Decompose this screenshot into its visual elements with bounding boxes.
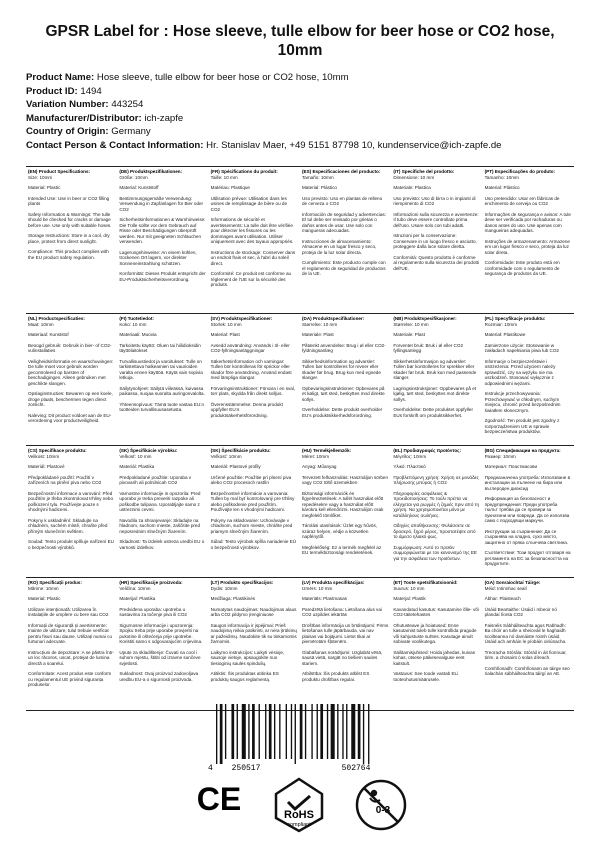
spec-paragraph: Sigurnosne informacije i upozorenja: Spojku treba prije uporabe provjeriti na pukotine ili oštećenja prije upotrebe. Koristiti samo s odgovarajućim crijevima. (119, 622, 203, 644)
barcode-bar (269, 704, 272, 759)
spec-band (26, 166, 574, 313)
barcode-bar (363, 704, 364, 764)
rohs-compliant-icon (270, 776, 328, 834)
spec-heading: (ET) Toote spetsifikatsioonid: (393, 580, 458, 585)
spec-column (391, 167, 482, 313)
product-name-row (26, 71, 574, 85)
spec-paragraph: Conformité: Ce produit est conforme au règlement de l'UE sur la sécurité des produits. (210, 271, 292, 287)
spec-paragraph: Varnostne informacije in opozorila: Pred uporabo je treba preveriti razpoke ali poškodbe tulipana. Uporabljajte samo z ustreznimi cevmi. (119, 490, 201, 512)
spec-paragraph: Atitiktis: Šis produktas atitinka ES produktų saugos reglamentą. (210, 671, 279, 682)
spec-heading: (ES) Especificaciones del producto: (301, 169, 381, 174)
spec-paragraph: Συμμόρφωση: Αυτό το προϊόν συμμορφώνεται με τον κανονισμό της ΕΕ για την ασφάλεια των προϊόντων. (393, 544, 477, 561)
spec-paragraph: Sikkerhedsinformation og advarsler: Tullen bør kontrolleres for revner eller skader før brug. Brug kun med egnede slanger. (301, 358, 381, 380)
contact-row (26, 139, 574, 153)
spec-paragraph: Mărime: 10mm (28, 585, 59, 591)
manufacturer-label: Manufacturer/Distributor: (26, 112, 142, 124)
spec-paragraph: Conformidade: Este produto está em conformidade com o regulamento de segurança de produtos da UE. (484, 260, 560, 276)
spec-paragraph: Materiaal: Kunststof (28, 332, 69, 337)
manufacturer-value: ich-zapfe (144, 112, 184, 124)
barcode-bar (346, 704, 347, 759)
spec-heading: (LV) Produkta specifikācijas: (301, 580, 365, 585)
spec-paragraph: Bezpečnostní informace a varování: Před použitím je třeba zkontrolovat trhliny nebo poškození tylu. Používejte pouze s vhodnými hadicemi. (28, 490, 114, 512)
spec-heading: (HR) Specifikacije proizvoda: (119, 580, 183, 585)
spec-column (209, 314, 300, 445)
spec-paragraph: Vastavus: See toode vastab ELi tooteohutusmäärusele. (393, 671, 459, 682)
spec-paragraph: Zamierzone użycie: Stosowanie w zakładach napełniania piwa lub CO2 (484, 342, 559, 353)
spec-paragraph: Turvallisuustiedot ja varoitukset: Tulle on tarkistettava halkeamien tai vaurioiden varalta ennen käyttöä. Käytä vain sopivia letkuja. (119, 358, 203, 380)
country-of-origin-label: Country of Origin: (26, 126, 109, 137)
spec-heading: (NL) Productspecificaties: (28, 316, 85, 321)
spec-paragraph: Súlad: Tento výrobok spĺňa nariadenie EÚ o bezpečnosti výrobkov. (210, 539, 297, 550)
spec-paragraph: Intended Use: Use in beer or CO2 filling plants (28, 195, 110, 206)
barcode-bar (242, 704, 246, 759)
spec-paragraph: Materiāls: Plastmasas (301, 596, 347, 601)
country-of-origin-row (26, 125, 574, 139)
spec-paragraph: Storlek: 10 mm (210, 321, 242, 327)
spec-paragraph: Storage Instructions: Store in a cool, dry place, protect from direct sunlight. (28, 233, 110, 244)
spec-paragraph: Veľkosť: 10mm (210, 453, 242, 459)
spec-paragraph: Compliance: This product complies with the EU product safety regulation. (28, 249, 109, 260)
spec-paragraph: Opslaginstructies: Bewaren op een koele, droge plaats, beschermen tegen direct zonlicht. (28, 391, 113, 407)
spec-paragraph: Konformität: Dieses Produkt entspricht der EU-Produktsicherheitsverordnung. (119, 271, 206, 282)
spec-heading: (EL) Προδιαγραφές προϊόντος: (393, 448, 462, 453)
spec-paragraph: Bestimmungsgemäße Verwendung: Verwendung in Zapfanlagen für Bier oder CO2 (119, 195, 204, 212)
spec-paragraph: Förvaringsinstruktioner: Förvara i en sval, torr plats, skydda från direkt solljus. (210, 385, 296, 396)
spec-heading: (LT) Produkto specifikacijos: (210, 580, 274, 585)
spec-paragraph: Laikymo instrukcijos: Laikyti vėsioje, sausoje vietoje, apsaugokite nuo tiesioginių saulės spindulių. (210, 649, 285, 666)
spec-paragraph: Zgodność: Ten produkt jest zgodny z rozporządzeniem UE w sprawie bezpieczeństwa produktów. (484, 418, 560, 434)
spec-paragraph: Paredzētā lietošana: Lietošana alus vai CO2 uzpildes iekārtās (301, 606, 382, 617)
spec-paragraph: Información de seguridad y advertencias: El tul debe ser revisado por grietas o daños antes de usar. Use solo con mangueras adecuadas. (301, 211, 386, 233)
barcode-digit-prefix: 4 (208, 764, 213, 772)
spec-column (391, 314, 482, 445)
barcode-bar (220, 704, 223, 764)
spec-paragraph: Instructions de stockage: Conserver dans un endroit frais et sec, à l'abri du soleil direct. (210, 249, 296, 266)
spec-paragraph: Πληροφορίες ασφάλειας & προειδοποιήσεις: Το τούλι πρέπει να ελέγχεται για ρωγμές ή ζημιές πριν από τη χρήση. Να χρησιμοποιείται μόνο με κατάλληλους σωλήνες. (393, 490, 480, 518)
barcode-bar (300, 704, 303, 759)
certification-logos (0, 776, 600, 836)
spec-column (26, 578, 117, 710)
barcode-bar (368, 704, 369, 764)
spec-paragraph: Určené použitie: Použitie pri plnení piva alebo CO2 procesoch rastlín (210, 474, 292, 485)
spec-paragraph: Saugos informacija ir įspėjimai: Prieš naudojimą reikia patikrinti, ar nėra įtrūkimų ar pažeidimų. Naudokite tik su tinkamomis žarnomis. (210, 622, 297, 644)
spec-paragraph: Material: Plastic (28, 596, 61, 601)
spec-paragraph: Conformità: Questo prodotto è conforme al regolamento sulla sicurezza dei prodotti dell'UE. (393, 254, 480, 271)
spec-paragraph: Biztonsági információk és figyelmeztetések: A tullét használat előtt repedésekre vagy a használat előtt károkra kell ellenőrizni. Használjon csak megfelelő tömlőket. (301, 490, 384, 518)
spec-paragraph: Size: 10mm (28, 174, 53, 180)
spec-paragraph: Megfelelőség: Ez a termék megfelel az EU termékbiztonsági rendeletének. (301, 544, 382, 555)
spec-paragraph: Suurus: 10 mm (393, 585, 425, 591)
ce-mark-icon (196, 776, 242, 820)
spec-column (483, 167, 574, 313)
age-warning-icon (352, 776, 410, 834)
barcode-bar (248, 704, 249, 759)
page-title: GPSR Label for : Hose sleeve, tulle elbow for beer hose or CO2 hose, 10mm (45, 23, 555, 59)
spec-heading: (NB) Produktspesifikasjoner: (393, 316, 457, 321)
spec-paragraph: Tamaño: 10mm (301, 174, 334, 180)
spec-paragraph: Informazioni sulla sicurezza e avvertenze: Il tubo deve essere controllato prima dell'uso. Usare solo con tubi adatti. (393, 211, 479, 228)
barcode-digits-left: 250517 (231, 764, 261, 772)
spec-paragraph: Προβλεπόμενη χρήση: Χρήση σε μονάδες πλήρωσης μπύρας ή CO2 (393, 474, 479, 485)
spec-paragraph: Medžiaga: Plastikinės (210, 596, 256, 601)
barcode-bar (337, 704, 338, 759)
spec-column (300, 446, 391, 577)
spec-heading: (HU) Termékjellemzők: (301, 448, 352, 453)
spec-paragraph: Materiál: Plastika (119, 464, 155, 469)
product-id-value: 1494 (80, 85, 102, 97)
spec-paragraph: Μέγεθος: 10mm (393, 453, 427, 459)
spec-paragraph: Informacje o bezpieczeństwie i ostrzeżenia: Przed użyciem należy sprawdzić, czy na wężyku nie ma uszkodzeń. Stosować wyłącznie z odpowiednimi wężami. (484, 358, 556, 386)
spec-paragraph: Bezpečnostné informácie a varovania: Tullen by mal byť kontrolovaný pre trhliny alebo poškodenie pred použitím. Používajte len s vhodnými hadicami. (210, 490, 295, 512)
spec-paragraph: Ohutusteave ja hoiatused: Enne kasutamist tuleb tulle kontrollida pragude või kahjustuste suhtes. Kasutage ainult sobivate voolikutega. (393, 622, 477, 644)
barcode-bar (351, 704, 355, 759)
spec-heading: (FI) Tuotetiedot: (119, 316, 154, 321)
spec-paragraph: Cumplimiento: Este producto cumple con el reglamento de seguridad de productos de la UE. (301, 260, 386, 276)
spec-paragraph: Instruções de armazenamento: Armazene em um lugar fresco e seco, proteja da luz solar direta. (484, 238, 570, 255)
manufacturer-row (26, 112, 574, 126)
spec-column (26, 446, 117, 577)
spec-paragraph: Säkerhetsinformation och varningar: Tullen bör kontrolleras för sprickor eller skador före användning. Använd endast med lämpliga slangar. (210, 358, 292, 380)
spec-paragraph: Predviđena uporaba: upotreba u sustavima za točenje piva ili CO2 (119, 606, 187, 617)
spec-paragraph: Tervezett felhasználás: Használjon sörben vagy CO2 töltő üzemekben (301, 474, 389, 485)
spec-column (483, 446, 574, 577)
spec-paragraph: Istruzioni per la conservazione: Conservare in un luogo fresco e asciutto, proteggere dalla luce solare diretta. (393, 233, 477, 249)
spec-column (300, 578, 391, 710)
spec-column (26, 314, 117, 445)
spec-paragraph: Material: Plastic (28, 185, 61, 190)
spec-heading: (FR) Spécifications du produit: (210, 169, 278, 174)
spec-paragraph: Skladnost: Ta izdelek ustreza uredbi EU o varnosti izdelkov. (119, 539, 205, 550)
barcode-bar (286, 704, 287, 759)
spec-paragraph: Taille: 10 mm (210, 174, 238, 180)
contact-value: Hr. Stanislav Maer, +49 5151 87798 10, kundenservice@ich-zapfe.de (206, 139, 502, 151)
spec-paragraph: Dimensione: 10 mm (393, 174, 435, 180)
barcode-bar (231, 704, 234, 759)
spec-paragraph: Materiał: Plastikowe (484, 332, 526, 337)
spec-paragraph: Forventet bruk: Bruk i øl eller CO2 fyllingsanlegg (393, 342, 464, 353)
spec-paragraph: Överensstämmelse: Denna produkt uppfyller EU:s produktsäkerhetsförordning. (210, 401, 283, 418)
spec-heading: (DE) Produktspezifikationen: (119, 169, 183, 174)
spec-paragraph: Comhlíonadh: Comhlíonann an táirge seo rialachán sábháilteachta táirgí an AE. (484, 665, 570, 676)
variation-number-label: Variation Number: (26, 99, 109, 110)
barcode-bar (274, 704, 275, 759)
barcode-bar (295, 704, 296, 764)
spec-heading: (SK) Špecifikácie výrobku: (119, 448, 178, 453)
spec-paragraph: Tamanho: 10mm (484, 174, 519, 180)
spec-paragraph: Upute za skladištenje: Čuvati na cool i suhom mjestu, štititi od izravne sunčeve svjetlosti. (119, 649, 201, 666)
spec-column (209, 446, 300, 577)
barcode-bar (216, 704, 217, 764)
specifications-grid (26, 166, 574, 711)
barcode-bar (279, 704, 280, 759)
spec-heading: (SV) Produktspecifikationer: (210, 316, 273, 321)
spec-heading: (PT) Especificações do produto: (484, 169, 556, 174)
spec-heading: (GA) Sonraíochtaí Táirge: (484, 580, 541, 585)
spec-paragraph: Materiaali: Muovia (119, 332, 157, 337)
barcode-bar (291, 704, 292, 759)
spec-paragraph: Materijal: Plastika (119, 596, 156, 601)
spec-paragraph: Overholdelse: Dette produktet oppfyller EUs forskrift om produktsikkerhet. (393, 407, 473, 418)
spec-paragraph: Beoogd gebruik: Gebruik in bier- of CO2-vulinstallaties (28, 342, 112, 353)
spec-paragraph: Navodila za shranjevanje: Skladujte na hladnom, suchom mieste, zaščitite pred neposrednim slnečným žiarením. (119, 517, 201, 534)
barcode-bars (216, 704, 369, 764)
spec-heading: (IT) Specifiche del prodotto: (393, 169, 455, 174)
spec-paragraph: Opbevaringsinstruktioner: Opbevares på et køligt, tørt sted, beskyttes mod direkte sollys. (301, 385, 385, 402)
spec-paragraph: Veiligheidsinformatie en waarschuwingen: De tulle moet voor gebruik worden gecontroleerd op barsten of beschadigingen. Alleen gebruiken met geschikte slangen. (28, 358, 114, 386)
barcode-bar (327, 704, 328, 759)
barcode (206, 700, 406, 772)
spec-paragraph: Påtænkt anvendelse: Brug i øl eller CO2-fyldningsanlæg (301, 342, 386, 353)
spec-column (26, 167, 117, 313)
spec-paragraph: Méid: Intinnhac sealí (484, 585, 527, 591)
spec-paragraph: Informações de segurança e avisos: A tule deve ser verificada por rachaduras ou danos antes do uso. Use apenas com mangueiras adequadas. (484, 211, 571, 233)
spec-paragraph: Méret: 10mm (301, 453, 330, 459)
spec-band (26, 577, 574, 711)
spec-paragraph: Předpokládané použití: Použití v zařízeních na plnění piva nebo CO2 (28, 474, 102, 485)
spec-paragraph: Treoracha Stórála: Stóráil in áit fionnuar, tirim, a chosaint ó solas díreach. (484, 649, 567, 660)
spec-paragraph: Sikkerhetsinformasjon og advarsler: Tullen bør kontrolleres for sprekker eller skader før bruk. Bruk kun med passende slanger. (393, 358, 477, 380)
spec-column (483, 314, 574, 445)
spec-paragraph: Naleving: Dit product voldoet aan de EU-verordening voor productveiligheid. (28, 412, 112, 423)
spec-paragraph: Veľkosť: 10 mm (119, 453, 152, 459)
spec-band (26, 445, 574, 577)
spec-paragraph: Material: Plast (210, 332, 240, 337)
barcode-digits-right: 502764 (341, 764, 371, 772)
spec-paragraph: Instrucciones de almacenamiento: Almacene en un lugar fresco y seco, proteja de la luz solar directa. (301, 238, 377, 255)
spec-band (26, 313, 574, 445)
spec-paragraph: Kavandatud kasutus: Kasutamine õlle- või CO2-täitetehastes (393, 606, 479, 617)
spec-paragraph: Instrukcje przechowywania: Przechowywać w chłodnym, suchym miejscu, chronić przed bezpośrednim światłem słonecznym. (484, 391, 561, 413)
barcode-bar (311, 704, 312, 759)
spec-paragraph: Размер: 10mm (484, 453, 516, 459)
spec-column (300, 167, 391, 313)
spec-paragraph: Pokyny k uskladnění: Skladujte na chladném, suchém místě, chraňte před přímým slunečním světlem. (28, 517, 108, 534)
spec-column (117, 167, 208, 313)
product-id-row (26, 85, 574, 99)
spec-paragraph: Sicherheitsinformationen & Warnhinweise: Die Tülle sollte vor dem Gebrauch auf Risse oder Beschädigungen überprüft werden. Nur mit geeigneten Schläuchen verwenden. (119, 217, 206, 244)
spec-paragraph: Ábhar: Plaisteach (484, 596, 521, 601)
spec-paragraph: Material: Kunststoff (119, 185, 159, 190)
rohs-sub-label: compliant (287, 822, 311, 828)
spec-paragraph: Størrelse: 10 mm (393, 321, 429, 327)
country-of-origin-value: Germany (111, 126, 151, 137)
spec-paragraph: Velikost: 10mm (28, 453, 60, 459)
rohs-label: RoHS (284, 809, 314, 821)
spec-paragraph: Drošības informācija un brīdinājumi: Pirms lietošanas tulle jāpārbauda, vai nav plaisas vai bojājumi. Lietot tikai ar piemērotām šļūtenēm. (301, 622, 389, 644)
spec-paragraph: Soulad: Tento produkt splňuje nařízení EU o bezpečnosti výrobků. (28, 539, 114, 550)
spec-paragraph: Glabāšanas norādījumi: Uzglabāt vēsā, sausā vietā, sargāt no tiešiem saules stariem. (301, 649, 383, 666)
spec-paragraph: Material: Plástico (301, 185, 337, 190)
spec-column (391, 578, 482, 710)
spec-heading: (CS) Specifikace produktu: (28, 448, 87, 453)
spec-heading: (DA) Produktspecifikationer: (301, 316, 365, 321)
spec-paragraph: Υλικό: Πλαστικό (393, 464, 426, 469)
spec-paragraph: Material: Plástico (484, 185, 520, 190)
spec-paragraph: Lagringsinstruksjoner: Oppbevares på et kjølig, tørt sted, beskyttes mot direkte sollys. (393, 385, 477, 402)
barcode-bar (317, 704, 318, 759)
spec-paragraph: Avsedd användning: Används i öl- eller CO2-fyllningsanläggningar (210, 342, 290, 353)
spec-paragraph: Tarkoitettu käyttö: Oluen tai hiilidioksidin täyttölaitokset (119, 342, 201, 353)
barcode-bar (305, 704, 306, 759)
spec-heading: (SK) Špecifikácie produktu: (210, 448, 271, 453)
spec-paragraph: Numatytas naudojimas: Naudojimas alaus arba CO2 pildymo įrenginiuose (210, 606, 297, 617)
spec-paragraph: Съответствие: Този продукт отговаря на регламента на ЕС за безопасността на продуктите. (484, 550, 571, 566)
spec-paragraph: Materiale: Plast (393, 332, 425, 337)
spec-paragraph: Uso pretendido: Usar em fábricas de enchimento de cerveja ou CO2 (484, 195, 560, 206)
spec-column (209, 578, 300, 710)
spec-paragraph: Größe: 10mm (119, 174, 148, 180)
spec-paragraph: Säilytysohjeet: Säilytä viileässä, kuivassa paikassa, suojaa suoralta auringonvalolta. (119, 385, 205, 396)
spec-paragraph: Størrelse: 10 mm (301, 321, 338, 327)
spec-column (391, 446, 482, 577)
spec-paragraph: Инструкции за съхранение: Да се съхранява на хладно, сухо място, защитено от пряка слънчева светлина. (484, 528, 569, 545)
spec-paragraph: Materiál: Plastové (28, 464, 65, 469)
barcode-bar (225, 704, 226, 759)
spec-column (117, 446, 208, 577)
product-name-value: Hose sleeve, tulle elbow for beer hose or CO2 hose, 10mm (96, 72, 349, 83)
ce-mark-text: CE (196, 781, 242, 817)
spec-column (117, 578, 208, 710)
age-label: 0-3 (375, 805, 391, 816)
variation-number-value: 443254 (111, 99, 144, 110)
spec-paragraph: Предназначена употреба: Използване в инсталации за пълнене на бира или въглероден диоксид (484, 474, 571, 491)
spec-paragraph: Utilisation prévue: Utilisation dans les usines de remplissage de bière ou de CO2 (210, 195, 288, 212)
spec-paragraph: Úsáid Beartaithe: Úsáid i mbeoir nó plandaí líonta CO2 (484, 606, 557, 617)
spec-paragraph: Pokyny na skladovanie: Uchovávajte v chladnom, suchom mieste, chráňte pred priamym slnečným žiarením. (210, 517, 293, 534)
spec-heading: (BG) Спецификации на продукта: (484, 448, 561, 453)
spec-paragraph: Safety Information & Warnings: The tulle should be checked for cracks or damage before use. Use only with suitable hoses. (28, 211, 112, 228)
spec-paragraph: Koko: 10 mm (119, 321, 147, 327)
spec-paragraph: Utilizare intenționată: Utilizarea în instalațiile de umplere cu bere sau CO2 (28, 606, 109, 617)
spec-paragraph: Faisnéis Sábháilteachta agus Rabhadh: Ba chóir an tulle a sheiceáil le haghaidh scoilteanna nó damáiste roimh úsáid. Úsáid ach amháin le píobáin oiriúnacha. (484, 622, 567, 644)
spec-paragraph: Overholdelse: Dette produkt overholder EU's produktsikkerhedsforordning. (301, 407, 383, 418)
spec-paragraph: Materiale: Plastica (393, 185, 431, 190)
spec-paragraph: Informations de sécurité et avertissements: La tulle doit être vérifiée pour détecter les fissures ou les dommages avant utilisation. Utiliser uniquement avec des tuyaux appropriés. (210, 217, 294, 244)
spec-paragraph: Yhteensopivuus: Tämä tuote vastaa EU:n tuotteiden turvallisuusasetusta. (119, 401, 205, 412)
spec-paragraph: Dydis: 10mm (210, 585, 238, 591)
spec-paragraph: Predpokladané použitie: Uporaba v pivovarih ali polnilnicah CO2 (119, 474, 192, 485)
spec-paragraph: Информация за безопасност и предупреждения: Преди употреба тюлът трябва да се провери за пукнатини или повреди. Да се използва само с подходящи маркучи. (484, 496, 570, 523)
barcode-bar (237, 704, 238, 759)
spec-paragraph: Lagerungshinweise: An einem kühlen, trockenen Ort lagern, vor direkter Sonneneinstrahlung schützen. (119, 249, 197, 266)
product-name-label: Product Name: (26, 72, 95, 83)
spec-paragraph: Anyag: Műanyag (301, 464, 337, 469)
barcode-bar (252, 704, 255, 759)
barcode-bar (342, 704, 343, 759)
spec-paragraph: Instrucțiuni de depozitare: A se păstra într-un loc răcoros, uscat, protejat de lumina directă a soarelui. (28, 649, 115, 666)
spec-paragraph: Материал: Пластмасови (484, 464, 538, 469)
spec-heading: (PL) Specyfikacje produktu: (484, 316, 546, 321)
spec-paragraph: Οδηγίες αποθήκευσης: Φυλάσσετε σε δροσερό, ξηρό μέρος, προστατέψτε από το άμεσο ηλιακό φως. (393, 523, 476, 539)
barcode-bar (358, 704, 361, 759)
spec-paragraph: Materiale: Plast (301, 332, 334, 337)
spec-paragraph: Veličina: 10mm (119, 585, 151, 591)
spec-column (117, 314, 208, 445)
spec-paragraph: Matériau: Plastique (210, 185, 250, 190)
spec-heading: (EN) Product Specifications: (28, 169, 91, 174)
spec-paragraph: Säilitamisjuhised: Hoida jahedas, kuivas kohas, otsese päikesevalguse eest kaitstult. (393, 649, 476, 666)
barcode-bar (320, 704, 323, 759)
spec-heading: (RO) Specificații produs: (28, 580, 82, 585)
spec-paragraph: Uso previsto: Uso di birra o in impianti di riempimento di CO2 (393, 195, 476, 206)
spec-paragraph: Maat: 10mm (28, 321, 54, 327)
product-info (26, 71, 574, 152)
contact-label: Contact Person & Contact Information: (26, 139, 204, 151)
spec-column (483, 578, 574, 710)
spec-paragraph: Izmērs: 10 mm (301, 585, 333, 591)
spec-paragraph: Materiál: Plastové profily (210, 464, 261, 469)
spec-paragraph: Materjal: Plastik (393, 596, 426, 601)
spec-paragraph: Rozmiar: 10mm (484, 321, 518, 327)
spec-column (209, 167, 300, 313)
barcode-bar (259, 704, 260, 759)
spec-column (300, 314, 391, 445)
spec-paragraph: Tárolási utasítások: Üzlet egy hűvös, száraz helyen, védje a közvetlen napfénytől. (301, 523, 378, 539)
product-id-label: Product ID: (26, 85, 78, 97)
spec-paragraph: Conformitate: Acest produs este conform cu regulamentul UE privind siguranța produselor. (28, 671, 112, 687)
barcode-bar (331, 704, 335, 759)
spec-paragraph: Uso previsto: Uso en plantas de relleno de cerveza o CO2 (301, 195, 383, 206)
spec-paragraph: Sukladnost: Ovaj proizvod zadovoljava uredbu EU-a o sigurnosti proizvoda. (119, 671, 199, 682)
variation-number-row (26, 98, 574, 112)
spec-paragraph: Atbilstība: Šis produkts atbilst ES produktu drošības regulai. (301, 671, 370, 682)
barcode-bar (265, 704, 266, 759)
spec-paragraph: Informații de siguranță și avertismente: Inainte de utilizare, tulul trebuie verificat pentru fisuri sau daune. Utilizați numai cu furtunuri adecvate. (28, 622, 113, 644)
